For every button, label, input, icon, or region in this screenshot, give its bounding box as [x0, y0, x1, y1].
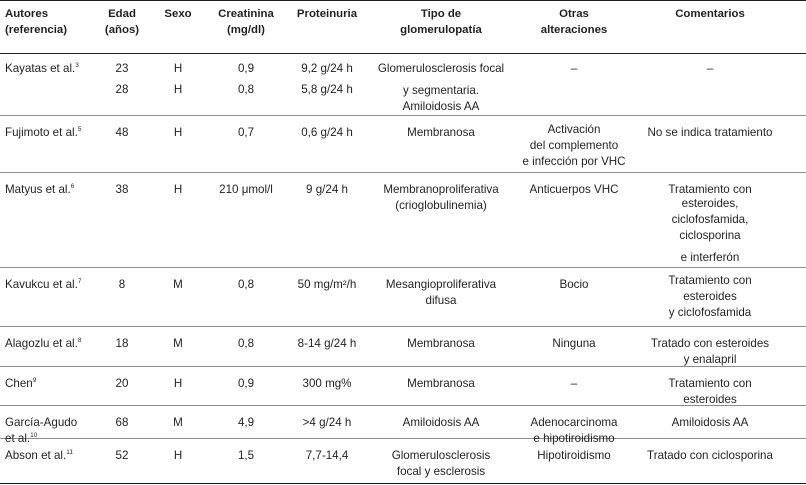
author-name: Fujimoto et al.	[5, 126, 78, 139]
reference-number: 7	[77, 278, 82, 285]
reference-number: 11	[66, 449, 73, 456]
cell-proteinuria: 300 mg%	[302, 377, 352, 390]
header-autores: Autores	[5, 8, 49, 20]
table-row	[0, 327, 806, 367]
reference-number: 5	[77, 126, 82, 133]
cell-otras: Bocio	[559, 278, 589, 291]
cell-comentarios: ciclosporina	[679, 229, 741, 242]
cell-comentarios: y ciclofosfamida	[668, 306, 752, 319]
cell-tipo: difusa	[425, 294, 457, 307]
cell-sexo: H	[173, 449, 183, 462]
cell-comentarios: Tratado con esteroides	[650, 337, 770, 350]
author-name: García-Agudo	[5, 416, 78, 429]
cell-comentarios: Tratamiento con	[668, 377, 752, 390]
cell-autores	[5, 337, 81, 350]
cell-autores	[5, 62, 79, 75]
cell-sexo: H	[173, 126, 183, 139]
cell-comentarios: No se indica tratamiento	[647, 126, 773, 139]
cell-tipo: (crioglobulinemia)	[395, 199, 487, 212]
cell-otras: Hipotiroidismo	[537, 449, 611, 462]
table-row	[0, 116, 806, 173]
cell-edad: 52	[115, 449, 129, 462]
cell-edad: 28	[115, 83, 129, 96]
cell-tipo: Membranosa	[407, 377, 475, 390]
cell-creatinina: 210 μmol/l	[219, 183, 273, 196]
cell-proteinuria: 0,6 g/24 h	[301, 126, 353, 139]
cell-creatinina: 0,8	[237, 337, 255, 350]
cell-sexo: H	[173, 62, 183, 75]
cell-otras: Ninguna	[552, 337, 596, 350]
header-sexo: Sexo	[164, 8, 192, 20]
cell-tipo: Glomerulosclerosis focal	[377, 62, 505, 75]
cell-otras: e hipotiroidismo	[533, 432, 615, 445]
reference-number: 9	[32, 377, 37, 384]
cell-edad: 18	[115, 337, 129, 350]
header-otras: alteraciones	[540, 24, 608, 36]
header-otras: Otras	[559, 8, 589, 20]
cell-otras: Adenocarcinoma	[530, 416, 618, 429]
cell-proteinuria: 8-14 g/24 h	[297, 337, 357, 350]
cell-edad: 38	[115, 183, 129, 196]
cell-comentarios: esteroides,	[681, 197, 739, 210]
cell-sexo: M	[173, 337, 183, 350]
cell-sexo: H	[173, 377, 183, 390]
cell-autores	[5, 416, 77, 429]
cell-tipo: Glomerulosclerosis	[391, 449, 491, 462]
author-name: Kayatas et al.	[5, 62, 76, 75]
table-row	[0, 367, 806, 406]
cell-tipo: focal y esclerosis	[396, 465, 486, 478]
cell-tipo: y segmentaria.	[402, 84, 480, 97]
cell-tipo: Amiloidosis AA	[402, 416, 480, 429]
cell-tipo: Membranoproliferativa	[383, 183, 499, 196]
cell-tipo: Amiloidosis AA	[402, 100, 480, 113]
table-header	[0, 0, 806, 54]
header-proteinuria: Proteinuria	[296, 8, 358, 20]
table-row	[0, 268, 806, 327]
cell-comentarios: ciclofosfamida,	[671, 213, 749, 226]
cell-comentarios: Amiloidosis AA	[671, 416, 749, 429]
cell-sexo: H	[173, 83, 183, 96]
author-name: Chen	[5, 377, 33, 390]
cell-proteinuria: 50 mg/m²/h	[297, 278, 357, 291]
table-row	[0, 406, 806, 445]
reference-number: 10	[30, 432, 38, 439]
author-name: Abson et al.	[5, 449, 67, 462]
table-row	[0, 439, 806, 484]
cell-creatinina: 0,9	[237, 62, 255, 75]
cell-autores	[5, 183, 74, 196]
author-name: Matyus et al.	[5, 183, 71, 196]
cell-tipo: Membranosa	[407, 126, 475, 139]
cell-tipo: Membranosa	[407, 337, 475, 350]
cell-comentarios: Tratado con ciclosporina	[647, 449, 773, 462]
cell-proteinuria: 7,7-14,4	[305, 449, 349, 462]
author-name: Kavukcu et al.	[5, 278, 78, 291]
reference-number: 6	[70, 183, 75, 190]
cell-proteinuria: 9,2 g/24 h	[301, 62, 353, 75]
header-autores: (referencia)	[5, 24, 68, 36]
header-edad: Edad	[108, 8, 136, 20]
cell-sexo: H	[173, 183, 183, 196]
header-edad: (años)	[104, 24, 140, 36]
cell-sexo: M	[173, 278, 183, 291]
cell-otras: –	[570, 62, 578, 75]
reference-number: 8	[77, 337, 82, 344]
cell-edad: 48	[115, 126, 129, 139]
cell-edad: 23	[115, 62, 129, 75]
cell-creatinina: 0,7	[237, 126, 255, 139]
header-comentarios: Comentarios	[675, 8, 745, 20]
cell-otras: Activación	[547, 123, 601, 136]
cell-creatinina: 0,8	[237, 278, 255, 291]
cell-proteinuria: 5,8 g/24 h	[301, 83, 353, 96]
author-name: Alagozlu et al.	[5, 337, 78, 350]
cell-edad: 8	[118, 278, 126, 291]
cell-otras: del complemento	[529, 139, 619, 152]
header-creatinina: Creatinina	[218, 8, 274, 20]
cell-sexo: M	[173, 416, 183, 429]
cell-otras: –	[570, 377, 578, 390]
reference-number: 3	[75, 62, 79, 69]
author-name: et al.	[5, 432, 31, 445]
cell-creatinina: 1,5	[237, 449, 255, 462]
cell-autores	[5, 126, 81, 139]
cell-creatinina: 4,9	[237, 416, 255, 429]
cell-creatinina: 0,9	[237, 377, 255, 390]
cell-autores	[5, 278, 81, 291]
cell-comentarios: esteroides	[683, 393, 737, 406]
cell-autores	[5, 449, 73, 462]
cell-otras: e infección por VHC	[522, 155, 626, 168]
cell-comentarios: –	[706, 62, 714, 75]
table-row	[0, 52, 806, 116]
cell-comentarios: e interferón	[680, 251, 740, 264]
cell-comentarios: esteroides	[683, 290, 737, 303]
cell-autores	[5, 377, 36, 390]
cell-otras: Anticuerpos VHC	[529, 183, 619, 196]
cell-edad: 68	[115, 416, 129, 429]
table-row	[0, 173, 806, 268]
header-creatinina: (mg/dl)	[227, 24, 265, 36]
cell-comentarios: Tratamiento con	[668, 274, 752, 287]
cell-edad: 20	[115, 377, 129, 390]
cell-tipo: Mesangioproliferativa	[385, 278, 497, 291]
cell-proteinuria: 9 g/24 h	[306, 183, 348, 196]
cell-proteinuria: >4 g/24 h	[302, 416, 352, 429]
header-tipo: glomerulopatía	[400, 24, 482, 36]
cell-comentarios: y enalapril	[683, 353, 737, 366]
header-tipo: Tipo de	[420, 8, 462, 20]
cell-creatinina: 0,8	[237, 83, 255, 96]
cell-comentarios: Tratamiento con	[668, 183, 752, 196]
